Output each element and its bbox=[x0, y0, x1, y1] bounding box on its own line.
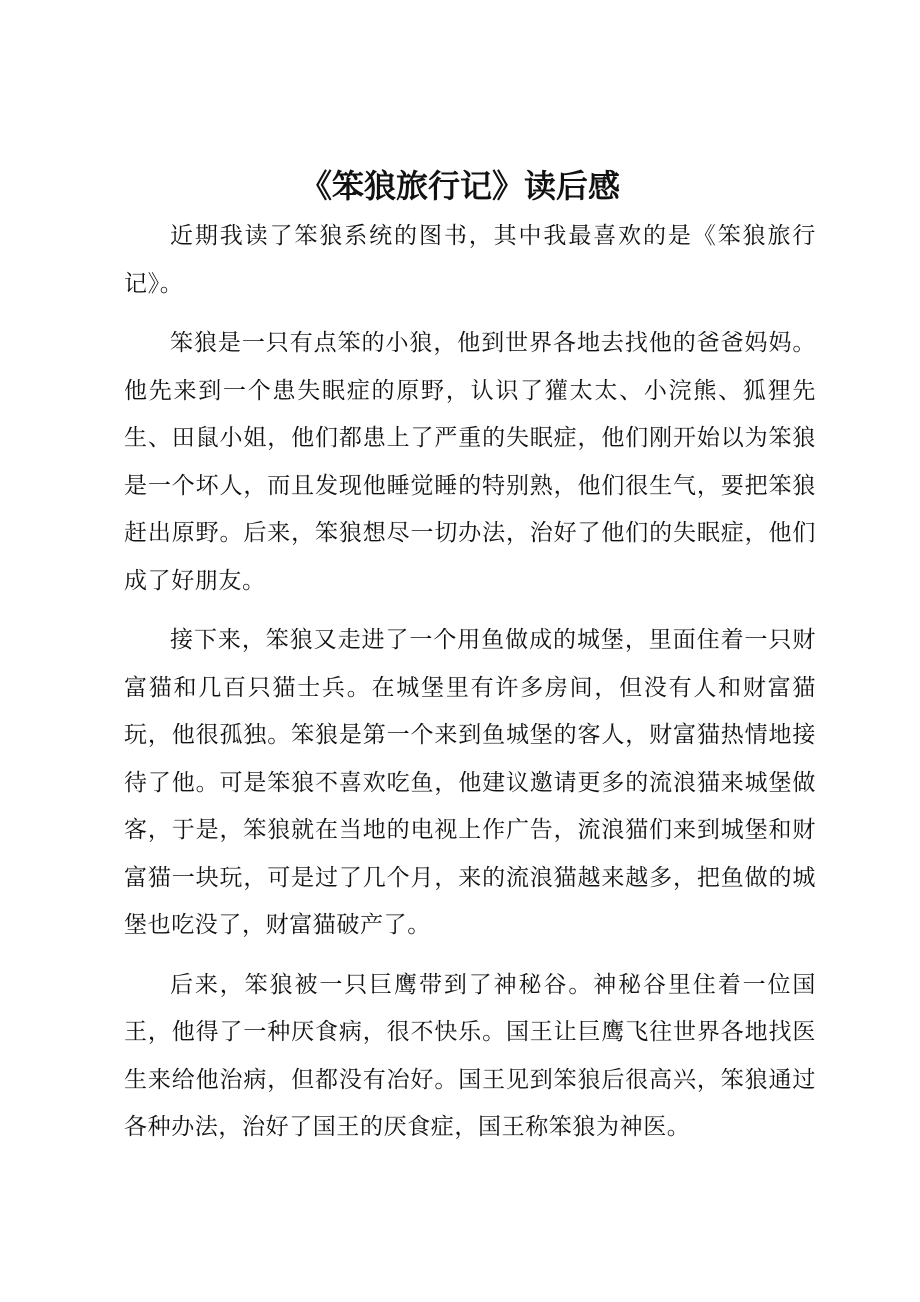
paragraph-3: 接下来，笨狼又走进了一个用鱼做成的城堡，里面住着一只财富猫和几百只猫士兵。在城堡里有许多房间，但没有人和财富猫玩，他很孤独。笨狼是第一个来到鱼城堡的客人，财富猫热情地接待了他。可是笨狼不喜欢吃鱼，他建议邀请更多的流浪猫来城堡做客，于是，笨狼就在当地的电视上作广告，流浪猫们来到城堡和财富猫一块玩，可是过了几个月，来的流浪猫越来越多，把鱼做的城堡也吃没了，财富猫破产了。 bbox=[124, 627, 816, 938]
paragraph-4: 后来，笨狼被一只巨鹰带到了神秘谷。神秘谷里住着一位国王，他得了一种厌食病，很不快乐。国王让巨鹰飞往世界各地找医生来给他治病，但都没有冶好。国王见到笨狼后很高兴，笨狼通过各种办法，治好了国王的厌食症，国王称笨狼为神医。 bbox=[124, 971, 816, 1140]
paragraph-1: 近期我读了笨狼系统的图书，其中我最喜欢的是《笨狼旅行记》。 bbox=[124, 223, 816, 297]
document-body bbox=[124, 213, 816, 1164]
document-title: 《笨狼旅行记》读后感 bbox=[299, 167, 620, 205]
paragraph-2: 笨狼是一只有点笨的小狼，他到世界各地去找他的爸爸妈妈。他先来到一个患失眠症的原野，认识了獾太太、小浣熊、狐狸先生、田鼠小姐，他们都患上了严重的失眠症，他们刚开始以为笨狼是一个坏人，而且发现他睡觉睡的特别熟，他们很生气，要把笨狼赶出原野。后来，笨狼想尽一切办法，治好了他们的失眠症，他们成了好朋友。 bbox=[124, 330, 816, 594]
